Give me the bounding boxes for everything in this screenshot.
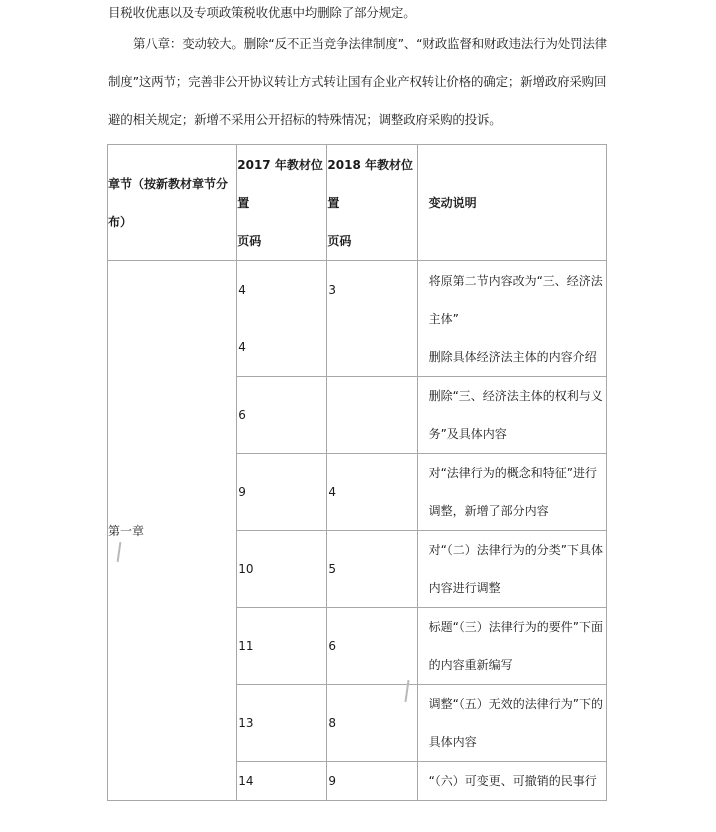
cell-2018: 5 xyxy=(327,531,417,608)
header-chapter xyxy=(108,145,237,261)
description-text: 删除具体经济法主体的内容介绍 xyxy=(428,349,597,364)
cell-2018: 6 xyxy=(327,608,417,685)
header-2017-text: 2017 年教材位 置 页码 xyxy=(237,157,323,248)
textbook-changes-table xyxy=(107,144,607,801)
cell-2017: 14 xyxy=(237,762,327,801)
header-2018-text: 2018 年教材位 置 页码 xyxy=(327,157,413,248)
cell-2017: 9 xyxy=(237,454,327,531)
cell-2018: 4 xyxy=(327,454,417,531)
cell-2017: 6 xyxy=(237,377,327,454)
cell-2017: 10 xyxy=(237,531,327,608)
table-header-row xyxy=(108,145,607,261)
cell-description: 删除“三、经济法主体的权利与义务”及具体内容 xyxy=(417,377,606,454)
description-text: 将原第二节内容改为“三、经济法主体” xyxy=(428,273,603,326)
header-2017-position xyxy=(237,145,327,261)
cell-2017-value: 4 xyxy=(238,340,246,355)
cell-description: 标题“（三）法律行为的要件”下面的内容重新编写 xyxy=(417,608,606,685)
paragraph-1: 目税收优惠以及专项政策税收优惠中均删除了部分规定。 xyxy=(108,5,416,20)
header-chapter-text: 章节（按新教材章节分 布） xyxy=(108,176,229,229)
cell-2018-value xyxy=(328,340,416,354)
cell-2017: 13 xyxy=(237,685,327,762)
cell-description: 调整“（五）无效的法律行为”下的具体内容 xyxy=(417,685,606,762)
cell-2018: 9 xyxy=(327,762,417,801)
cell-2018 xyxy=(327,261,417,377)
cell-2017 xyxy=(237,261,327,377)
cell-2017-value: 4 xyxy=(238,282,246,297)
header-description: 变动说明 xyxy=(417,145,606,261)
cell-description: 对“（二）法律行为的分类”下具体内容进行调整 xyxy=(417,531,606,608)
table-row xyxy=(108,261,607,377)
cell-description: 对“法律行为的概念和特征”进行调整，新增了部分内容 xyxy=(417,454,606,531)
cell-2018-value: 3 xyxy=(328,282,337,297)
paragraph-2: 第八章：变动较大。删除“反不正当竞争法律制度”、“财政监督和财政违法行为处罚法律制度”这两节；完善非公开协议转让方式转让国有企业产权转让价格的确定；新增政府采购回避的相关规定；新增不采用公开招标的特殊情况；调整政府采购的投诉。 xyxy=(108,36,607,127)
cell-description xyxy=(417,261,606,377)
chapter-cell: 第一章 xyxy=(108,261,237,801)
cell-2018: 8 xyxy=(327,685,417,762)
cell-description: “（六）可变更、可撤销的民事行 xyxy=(417,762,606,801)
cell-2018 xyxy=(327,377,417,454)
cell-2017: 11 xyxy=(237,608,327,685)
header-2018-position xyxy=(327,145,417,261)
